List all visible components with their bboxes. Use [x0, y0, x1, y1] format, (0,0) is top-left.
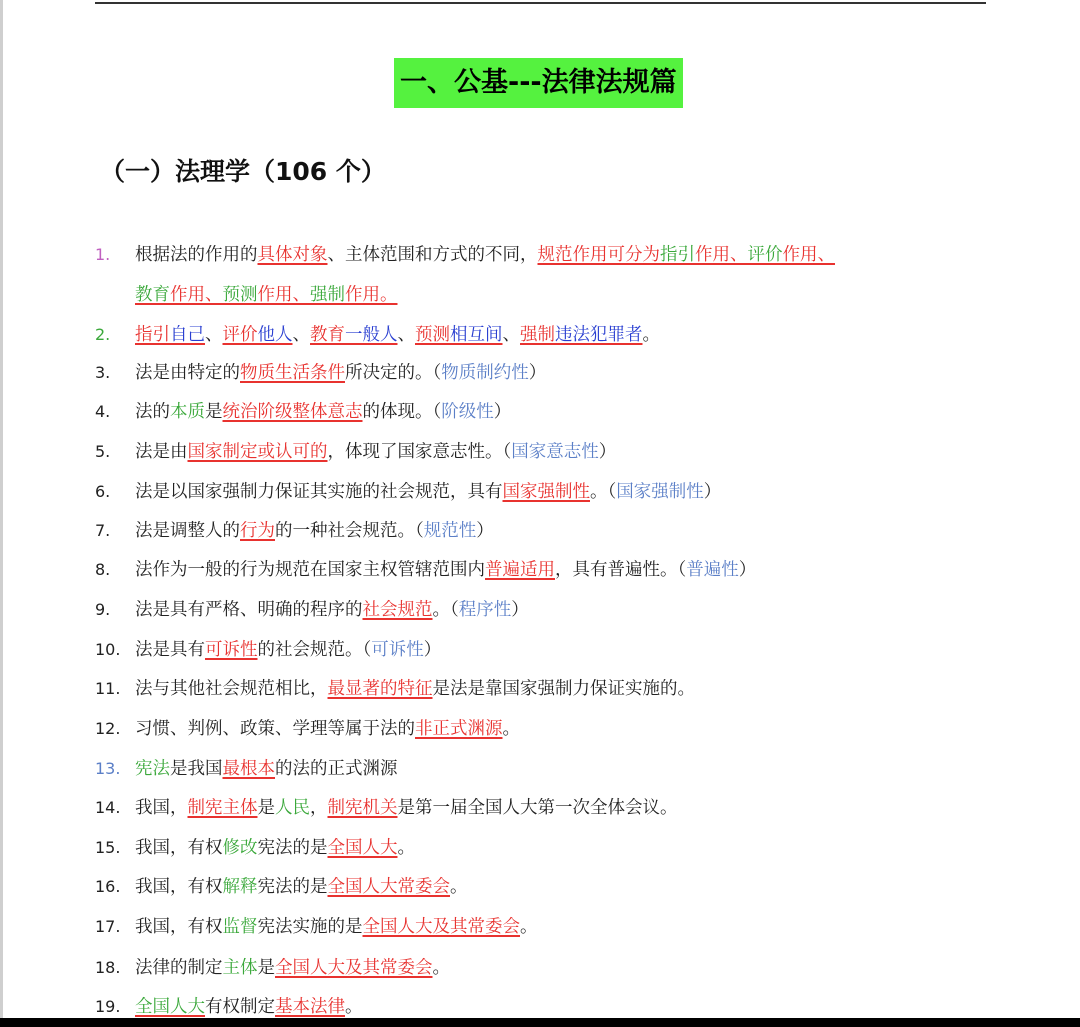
item-number: 6.	[95, 482, 111, 501]
text-run: 是	[257, 958, 275, 978]
text-run: ，具有普遍性。（	[555, 560, 687, 580]
item-text	[135, 994, 363, 1020]
key-term: 教育	[135, 285, 170, 305]
item-text	[135, 756, 398, 782]
text-run: 法与其他社会规范相比，	[135, 679, 328, 699]
text-run: 阶级性	[441, 402, 494, 422]
key-term: 行为	[240, 521, 275, 541]
key-term: 强制	[310, 285, 345, 305]
text-run: 监督	[222, 917, 258, 937]
text-run: 可诉性	[371, 640, 424, 660]
item-number: 4.	[95, 402, 111, 421]
text-run: 法是以国家强制力保证其实施的社会规范，具有	[135, 482, 503, 502]
text-run: 宪法的是	[257, 838, 328, 858]
text-run: 、	[292, 325, 310, 345]
key-term: 教育	[310, 325, 345, 345]
key-term: 规范作用可分为	[537, 245, 660, 265]
text-run: 习惯、判例、政策、学理等属于法的	[135, 719, 415, 739]
text-run: 法是具有严格、明确的程序的	[135, 600, 363, 620]
item-number: 1.	[95, 245, 111, 264]
item-text	[135, 795, 678, 821]
key-term: 评价	[222, 325, 258, 345]
key-term: 作用、	[695, 245, 748, 265]
key-term: 预测	[415, 325, 450, 345]
text-run: ）	[493, 402, 512, 422]
text-run: 宪法实施的是	[257, 917, 363, 937]
item-text	[135, 518, 494, 544]
text-run: 的一种社会规范。（	[275, 521, 424, 541]
text-run: 法的	[135, 402, 170, 422]
key-term: 他人	[257, 325, 293, 345]
text-run: 法律的制定	[135, 958, 223, 978]
item-number: 3.	[95, 363, 111, 382]
text-run: 我国，有权	[135, 877, 223, 897]
text-run: 宪法的是	[257, 877, 328, 897]
text-run: 法是具有	[135, 640, 205, 660]
key-term: 基本法律	[275, 997, 345, 1017]
item-number: 17.	[95, 917, 121, 936]
text-run: 、	[502, 325, 520, 345]
text-run: 。	[345, 997, 363, 1017]
key-term: 自己	[170, 325, 205, 345]
key-term: 全国人大及其常委会	[362, 917, 520, 937]
text-run: 普遍性	[686, 560, 739, 580]
text-run: 。	[642, 325, 660, 345]
item-text	[135, 835, 415, 861]
text-run: 程序性	[458, 600, 512, 620]
text-run: 解释	[222, 877, 258, 897]
item-number: 10.	[95, 640, 121, 659]
key-term: 最根本	[222, 759, 275, 779]
text-run: ）	[528, 363, 547, 383]
item-number: 15.	[95, 838, 121, 857]
text-run: 。	[502, 719, 520, 739]
text-run: 。（	[590, 482, 617, 502]
text-run: 。	[520, 917, 538, 937]
key-term: 国家强制性	[502, 482, 590, 502]
text-run: 物质制约性	[441, 363, 529, 383]
text-run: 修改	[222, 838, 258, 858]
item-text-continuation	[135, 282, 398, 308]
page-title: 一、公基---法律法规篇	[394, 58, 683, 108]
key-term: 全国人大	[327, 838, 398, 858]
item-number: 16.	[95, 877, 121, 896]
text-run: 法是由特定的	[135, 363, 240, 383]
key-term: 预测	[222, 285, 258, 305]
key-term: 具体对象	[257, 245, 328, 265]
text-run: 本质	[170, 402, 205, 422]
key-term: 国家制定或认可的	[187, 442, 328, 462]
key-term: 强制	[520, 325, 555, 345]
key-term: 普遍适用	[485, 560, 555, 580]
text-run: 我国，有权	[135, 917, 223, 937]
item-number: 14.	[95, 798, 121, 817]
item-text	[135, 716, 520, 742]
key-term: 物质生活条件	[240, 363, 345, 383]
text-run: 所决定的。（	[345, 363, 442, 383]
text-run: 是	[257, 798, 275, 818]
text-run: 规范性	[423, 521, 477, 541]
item-text	[135, 322, 660, 348]
text-run: 根据法的作用的	[135, 245, 258, 265]
text-run: 、	[205, 325, 223, 345]
item-number: 12.	[95, 719, 121, 738]
item-number: 18.	[95, 958, 121, 977]
key-term: 全国人大及其常委会	[275, 958, 433, 978]
key-term: 指引	[660, 245, 695, 265]
text-run: 、主体范围和方式的不同，	[327, 245, 538, 265]
item-text	[135, 637, 441, 663]
text-run: 国家强制性	[616, 482, 704, 502]
key-term: 作用。	[345, 285, 398, 305]
key-term: 指引	[135, 325, 170, 345]
bottom-bar	[0, 1018, 1080, 1027]
text-run: 我国，	[135, 798, 188, 818]
key-term: 制宪主体	[187, 798, 258, 818]
text-run: ）	[511, 600, 529, 620]
key-term: 一般人	[345, 325, 398, 345]
item-text	[135, 557, 756, 583]
text-run: 是第一届全国人大第一次全体会议。	[397, 798, 678, 818]
text-run: 。	[397, 838, 415, 858]
key-term: 评价	[747, 245, 783, 265]
text-run: ）	[703, 482, 722, 502]
key-term: 作用、	[257, 285, 310, 305]
item-number: 13.	[95, 759, 121, 778]
text-run: 。	[432, 958, 450, 978]
item-text	[135, 874, 468, 900]
key-term: 统治阶级整体意志	[222, 402, 363, 422]
key-term: 作用、	[170, 285, 223, 305]
text-run: ）	[738, 560, 757, 580]
item-number: 5.	[95, 442, 111, 461]
item-text	[135, 914, 538, 940]
key-term: 相互间	[450, 325, 503, 345]
text-run: 法是调整人的	[135, 521, 240, 541]
item-number: 19.	[95, 997, 121, 1016]
key-term: 全国人大	[135, 997, 205, 1017]
text-run: 有权制定	[205, 997, 275, 1017]
key-term: 非正式渊源	[415, 719, 503, 739]
text-run: 的法的正式渊源	[275, 759, 398, 779]
item-text	[135, 399, 511, 425]
text-run: 国家意志性	[511, 442, 599, 462]
text-run: 宪法	[135, 759, 170, 779]
text-run: 是我国	[170, 759, 223, 779]
text-run: ）	[598, 442, 617, 462]
item-text	[135, 597, 529, 623]
text-run: 是	[205, 402, 223, 422]
item-text	[135, 676, 695, 702]
text-run: 主体	[222, 958, 258, 978]
text-run: ，体现了国家意志性。（	[327, 442, 512, 462]
item-text	[135, 955, 450, 981]
item-number: 8.	[95, 560, 111, 579]
text-run: 人民	[275, 798, 310, 818]
text-run: ）	[423, 640, 442, 660]
item-number: 2.	[95, 325, 111, 344]
key-term: 制宪机关	[327, 798, 398, 818]
page-left-edge	[0, 0, 3, 1027]
item-text	[135, 242, 835, 268]
item-text	[135, 439, 616, 465]
text-run: ）	[476, 521, 494, 541]
text-run: 法作为一般的行为规范在国家主权管辖范围内	[135, 560, 485, 580]
text-run: 。	[450, 877, 468, 897]
text-run: ，	[310, 798, 328, 818]
text-run: 、	[397, 325, 415, 345]
text-run: 我国，有权	[135, 838, 223, 858]
key-term: 社会规范	[362, 600, 433, 620]
item-number: 9.	[95, 600, 111, 619]
text-run: 的社会规范。（	[257, 640, 372, 660]
top-rule	[95, 2, 986, 4]
section-heading: （一）法理学（106 个）	[100, 157, 386, 186]
item-text	[135, 360, 546, 386]
key-term: 最显著的特征	[327, 679, 433, 699]
key-term: 全国人大常委会	[327, 877, 450, 897]
key-term: 可诉性	[205, 640, 258, 660]
item-number: 7.	[95, 521, 111, 540]
item-text	[135, 479, 721, 505]
key-term: 作用、	[782, 245, 835, 265]
text-run: 。（	[432, 600, 459, 620]
text-run: 法是由	[135, 442, 188, 462]
text-run: 的体现。（	[362, 402, 442, 422]
text-run: 是法是靠国家强制力保证实施的。	[432, 679, 695, 699]
key-term: 违法犯罪者	[555, 325, 643, 345]
item-number: 11.	[95, 679, 121, 698]
